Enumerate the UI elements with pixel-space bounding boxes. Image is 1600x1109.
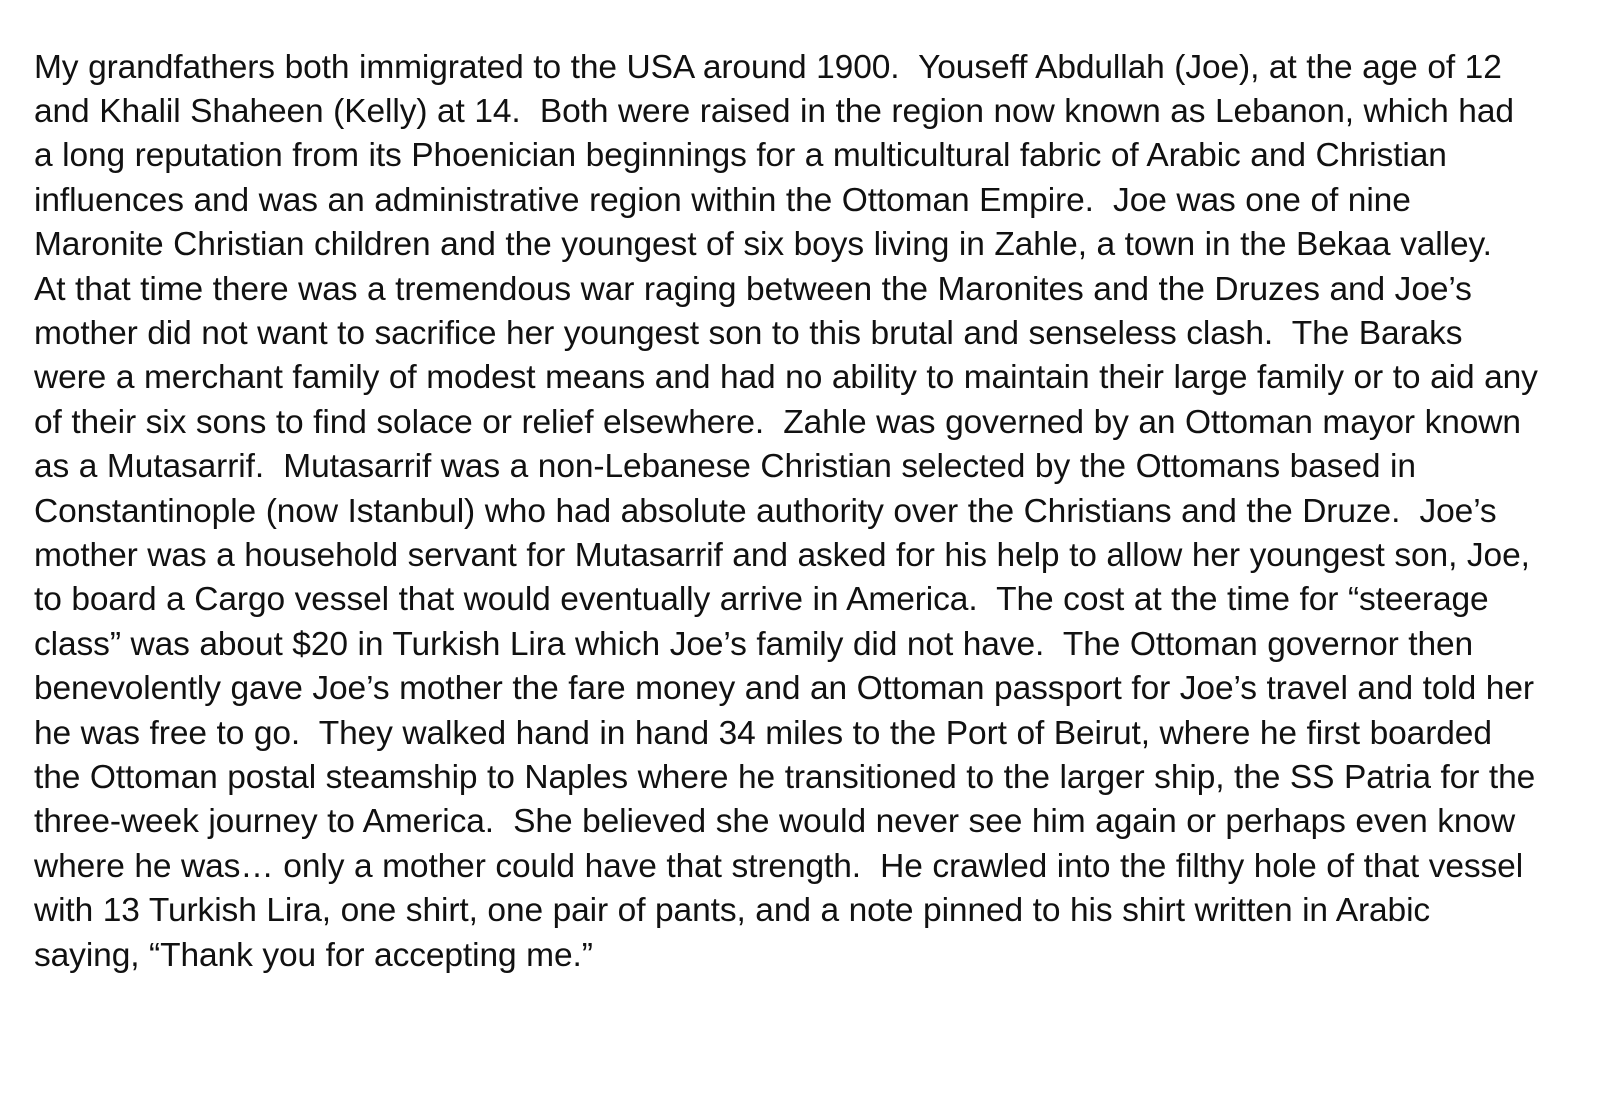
document-paragraph: My grandfathers both immigrated to the USA around 1900. Youseff Abdullah (Joe), at the age of 12 and Khalil Shaheen (Kelly) at 14. Both were raised in the region now known as Lebanon, which had a long reputation from its Phoenician beginnings for a multicultural fabric of Arabic and Christian influences and was an administrative region within the Ottoman Empire. Joe was one of nine Maronite Christian children and the youngest of six boys living in Zahle, a town in the Bekaa valley. At that time there was a tremendous war raging between the Maronites and the Druzes and Joe’s mother did not want to sacrifice her youngest son to this brutal and senseless clash. The Baraks were a merchant family of modest means and had no ability to maintain their large family or to aid any of their six sons to find solace or relief elsewhere. Zahle was governed by an Ottoman mayor known as a Mutasarrif. Mutasarrif was a non-Lebanese Christian selected by the Ottomans based in Constantinople (now Istanbul) who had absolute authority over the Christians and the Druze. Joe’s mother was a household servant for Mutasarrif and asked for his help to allow her youngest son, Joe, to board a Cargo vessel that would eventually arrive in America. The cost at the time for “steerage class” was about $20 in Turkish Lira which Joe’s family did not have. The Ottoman governor then benevolently gave Joe’s mother the fare money and an Ottoman passport for Joe’s travel and told her he was free to go. They walked hand in hand 34 miles to the Port of Beirut, where he first boarded the Ottoman postal steamship to Naples where he transitioned to the larger ship, the SS Patria for the three-week journey to America. She believed she would never see him again or perhaps even know where he was… only a mother could have that strength. He crawled into the filthy hole of that vessel with 13 Turkish Lira, one shirt, one pair of pants, and a note pinned to his shirt written in Arabic saying, “Thank you for accepting me.” [34,48,1548,974]
